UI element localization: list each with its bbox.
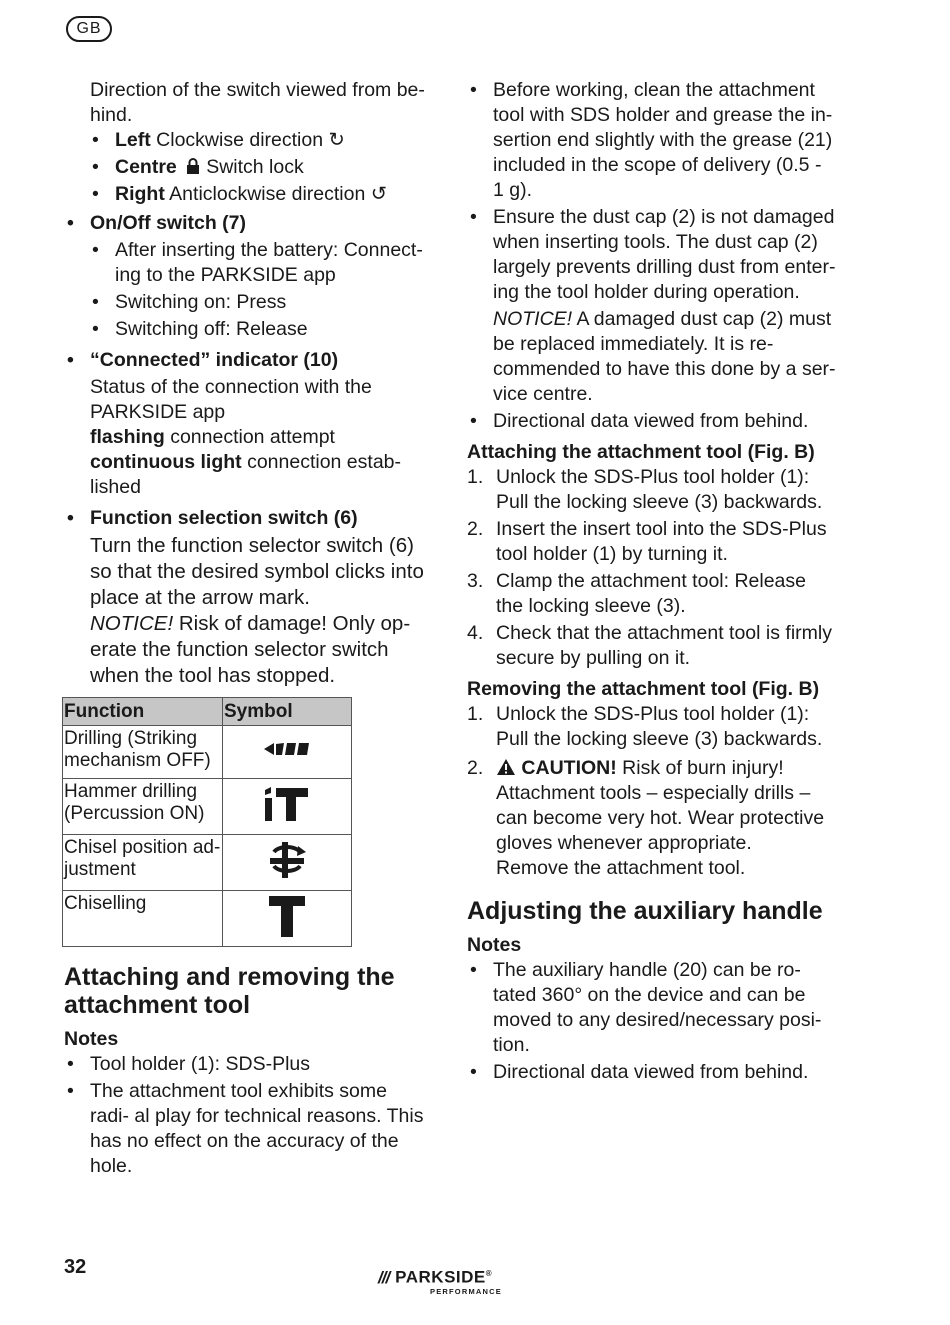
list-item: 2. CAUTION! Risk of burn injury! Attachment tools – especially drills – can become very hot. Wear protective gloves whenever appropriate. Remove the attachment tool. (467, 756, 837, 881)
function-notice: NOTICE! Risk of damage! Only op- erate the function selector switch when the tool has stopped. (90, 612, 411, 687)
list-item: • Ensure the dust cap (2) is not damaged when inserting tools. The dust cap (2) largely prevents drilling dust from enter- ing the tool holder during operation. (467, 205, 837, 305)
notes-title: Notes (64, 1028, 119, 1050)
onoff-title: • On/Off switch (7) (64, 211, 426, 236)
list-item: • The auxiliary handle (20) can be ro- tated 360° on the device and can be moved to any desired/necessary posi- tion. (467, 958, 837, 1058)
table-row (63, 726, 352, 779)
list-item: • Directional data viewed from behind. (467, 1060, 837, 1085)
function-section (64, 506, 426, 531)
remove-steps (467, 702, 837, 881)
lock-icon (186, 158, 200, 174)
list-item: • After inserting the battery: Connect- ing to the PARKSIDE app (89, 238, 426, 288)
language-badge: GB (66, 16, 112, 42)
directional-list (467, 409, 837, 434)
aux-notes-title: Notes (467, 934, 522, 956)
right-column (467, 78, 837, 1087)
table-row (63, 891, 352, 947)
section-title: Attaching and removing the attachment tool (64, 963, 395, 1019)
direction-list (89, 128, 426, 207)
onoff-section (64, 211, 426, 236)
connected-section (64, 348, 426, 373)
table-cell: Chiselling (63, 891, 223, 947)
list-item: 4. Check that the attachment tool is firmly secure by pulling on it. (467, 622, 832, 669)
warning-icon (496, 758, 516, 776)
list-item: • The attachment tool exhibits some radi- al play for technical reasons. This has no effect on the accuracy of the hole. (64, 1079, 426, 1179)
function-symbol-table (62, 697, 352, 947)
direction-right: • Right Anticlockwise direction ↺ (89, 182, 426, 207)
page-number: 32 (64, 1256, 87, 1278)
onoff-list (89, 238, 426, 342)
remove-final-text: Remove the attachment tool. (496, 857, 746, 879)
aux-notes-list (467, 958, 837, 1085)
list-item: 1. Unlock the SDS-Plus tool holder (1): Pull the locking sleeve (3) backwards. (467, 703, 823, 750)
list-item: • Directional data viewed from behind. (467, 409, 837, 434)
remove-title: Removing the attachment tool (Fig. B) (467, 678, 820, 700)
connected-flashing: flashing connection attempt (90, 426, 335, 448)
list-item: 2. Insert the insert tool into the SDS-Plus tool holder (1) by turning it. (467, 518, 827, 565)
table-cell: Drilling (Striking mechanism OFF) (63, 726, 223, 779)
attach-steps (467, 465, 837, 671)
brand-logo: /// PARKSIDE® PERFORMANCE (378, 1267, 502, 1296)
connected-title: • “Connected” indicator (10) (64, 348, 426, 373)
list-item: • Tool holder (1): SDS-Plus (64, 1052, 426, 1077)
table-row (63, 779, 352, 835)
dust-cap-notice: NOTICE! A damaged dust cap (2) must be replaced immediately. It is re- commended to have this done by a ser- vice centre. (493, 308, 836, 405)
aux-section-title: Adjusting the auxiliary handle (467, 897, 823, 925)
connected-status: Status of the connection with the PARKSIDE app (90, 376, 372, 423)
list-item: • Switching off: Release (89, 317, 426, 342)
table-row (63, 835, 352, 891)
list-item: 1. Unlock the SDS-Plus tool holder (1): Pull the locking sleeve (3) backwards. (467, 466, 823, 513)
left-column (64, 78, 426, 1181)
direction-left: • Left Clockwise direction ↻ (89, 128, 426, 153)
list-item: • Switching on: Press (89, 290, 426, 315)
prep-list (467, 78, 837, 305)
table-header-row (63, 698, 352, 726)
chisel-adjust-icon (262, 840, 312, 880)
function-text: Turn the function selector switch (6) so that the desired symbol clicks into place at the arrow mark. (90, 534, 424, 609)
drill-icon (262, 740, 312, 758)
notes-list (64, 1052, 426, 1179)
chisel-icon (265, 894, 309, 938)
direction-centre: • Centre Switch lock (89, 155, 426, 180)
attach-title: Attaching the attachment tool (Fig. B) (467, 441, 815, 463)
table-header: Function (63, 698, 223, 726)
connected-continuous: continuous light connection estab- lished (90, 451, 401, 498)
hammer-drill-icon (262, 786, 312, 822)
list-item: • Before working, clean the attachment tool with SDS holder and grease the in- sertion end slightly with the grease (21) included in the scope of delivery (0.5 - 1 g). (467, 78, 837, 203)
table-header: Symbol (223, 698, 352, 726)
table-cell: Hammer drilling (Percussion ON) (63, 779, 223, 835)
switch-direction-intro: Direction of the switch viewed from be- hind. (90, 79, 425, 126)
function-title: • Function selection switch (6) (64, 506, 426, 531)
list-item: 3. Clamp the attachment tool: Release the locking sleeve (3). (467, 570, 807, 617)
table-cell: Chisel position ad- justment (63, 835, 223, 891)
